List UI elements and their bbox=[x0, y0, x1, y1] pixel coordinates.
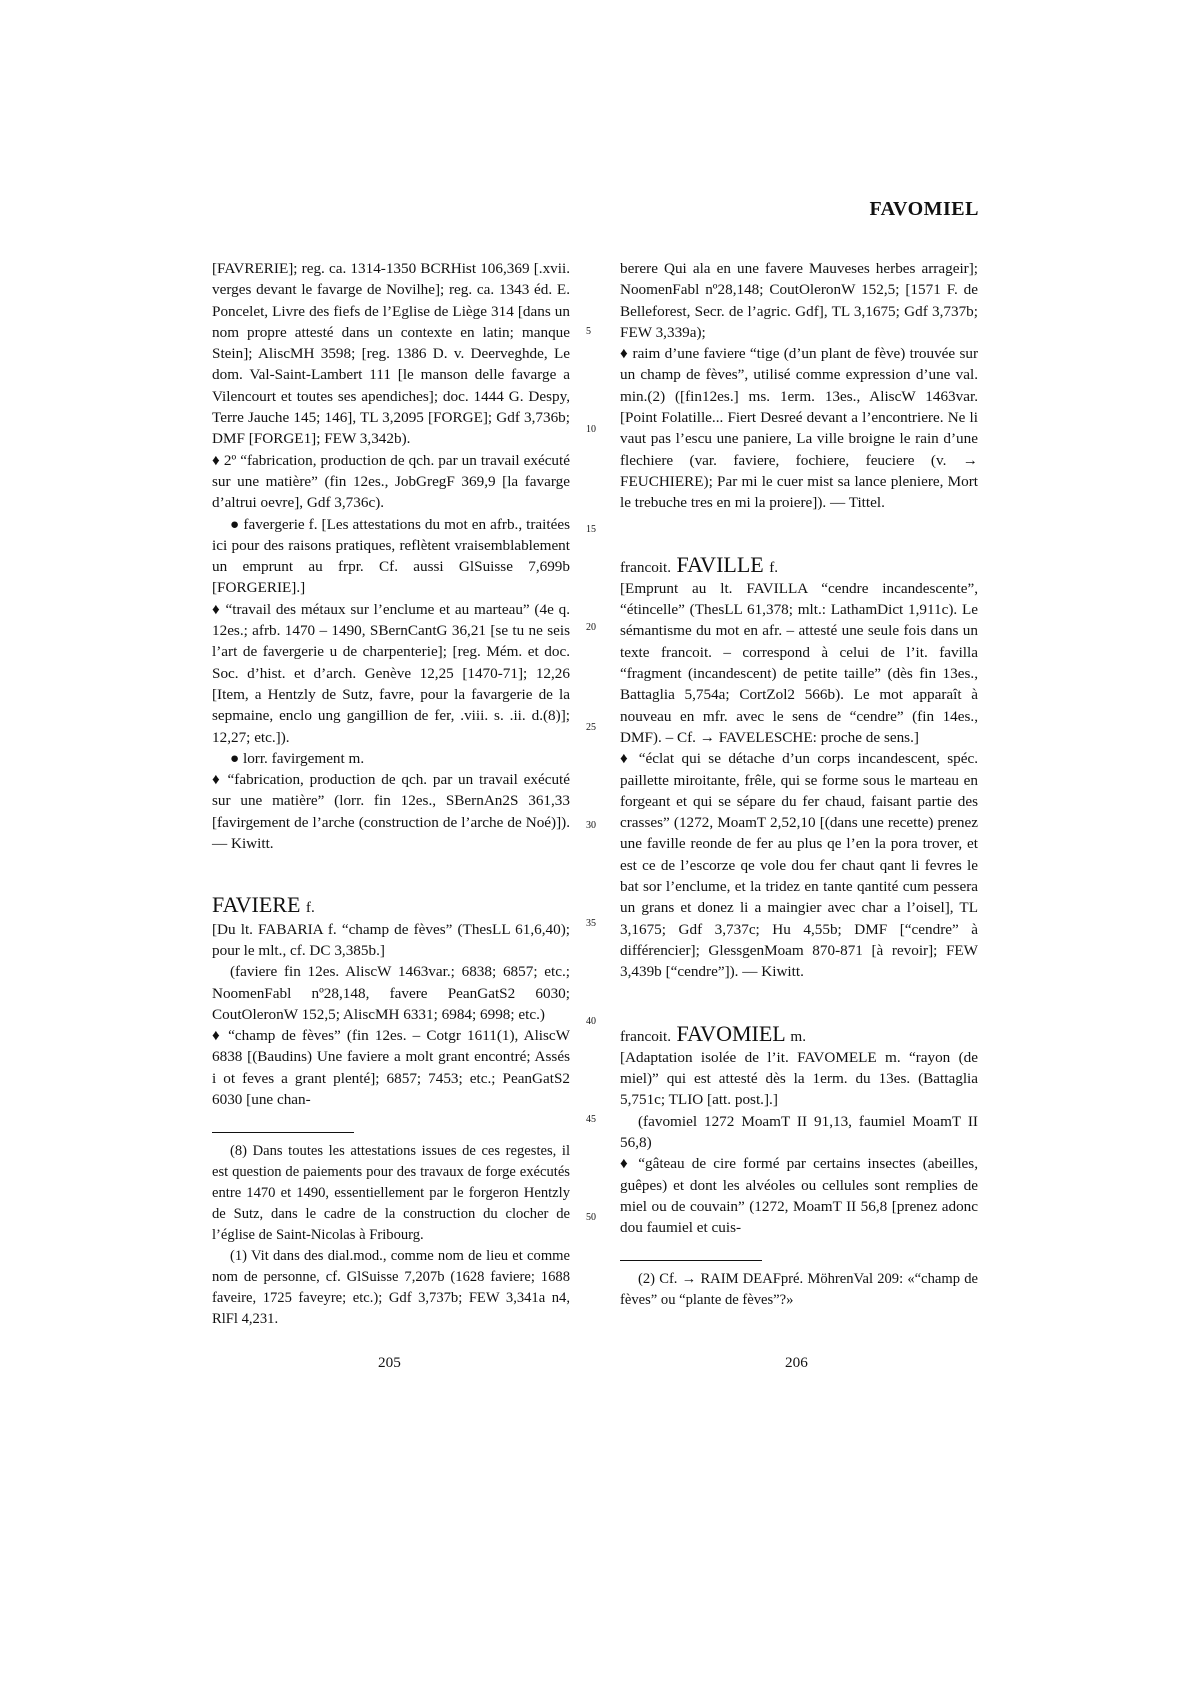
line-number: 25 bbox=[586, 722, 596, 733]
paragraph: ♦ raim d’une faviere “tige (d’un plant de fève) trouvée sur un champ de fèves”, utilisé comme expression d’une val. min.(2) ([fin12es.] ms. 1erm. 13es., AliscW 1463var. [Point Folatille... Fiert Desreé devant a l’encontriere. Ne li vaut pas l’escu une paniere, La ville broigne le rain d’une flechiere (var. faviere, fochiere, feuciere (v. → FEUCHIERE); Par mi le cuer mist sa lance pleniere, Mort le trebuche tres en mi la proiere]). — Tittel. bbox=[620, 345, 978, 512]
paragraph: (favomiel 1272 MoamT II 91,13, faumiel MoamT II 56,8) bbox=[620, 1112, 978, 1151]
line-number: 40 bbox=[586, 1016, 596, 1027]
paragraph: ● lorr. favirgement m. bbox=[230, 749, 365, 767]
headword: FAVIERE bbox=[212, 892, 301, 918]
line-number: 15 bbox=[586, 524, 596, 535]
line-number: 50 bbox=[586, 1212, 596, 1223]
line-number: 5 bbox=[586, 326, 591, 337]
paragraph: ♦ “travail des métaux sur l’enclume et au marteau” (4e q. 12es.; afrb. 1470 – 1490, SBernCantG 36,21 [se tu ne seis l’art de favergerie u de charpenterie]; [reg. Mém. et doc. Soc. d’hist. et d’arch. Genève 12,25 [1470-71]; 12,26 [Item, a Hentzly de Sutz, favre, pour la favargerie de la sepmaine, enclo ung gangillion de fer, .viii. s. .ii. d.(8)]; 12,27; etc.]). bbox=[212, 600, 570, 746]
paragraph: ♦ “fabrication, production de qch. par un travail exécuté sur une matière” (lorr. fin 12es., SBernAn2S 361,33 [favirgement de l’arche (construction de l’arche de Noé)]). — Kiwitt. bbox=[212, 771, 570, 853]
headword: FAVILLE bbox=[676, 551, 764, 577]
paragraph: ♦ 2º “fabrication, production de qch. par un travail exécuté sur une matière” (fin 12es., JobGregF 369,9 [la favarge d’altrui oevre], Gdf 3,736c). bbox=[212, 451, 570, 512]
page-number-left: 205 bbox=[378, 1354, 401, 1372]
paragraph: [Du lt. FABARIA f. “champ de fèves” (ThesLL 61,6,40); pour le mlt., cf. DC 3,385b.] bbox=[212, 920, 570, 959]
paragraph: [FAVRERIE]; reg. ca. 1314-1350 BCRHist 106,369 [.xvii. verges devant le favarge de Novilhe]; reg. ca. 1343 éd. E. Poncelet, Livre des fiefs de l’Eglise de Liège 314 [dans un nom propre attesté dans un contexte en latin; manque Stein]; AliscMH 3598; [reg. 1386 D. v. Deerveghde, Le dom. Val-Saint-Lambert 111 [le manson delle favarge a Vilencourt et toutes ses apendiches]; doc. 1444 G. Despy, Terre Jauche 145; 146], TL 3,2095 [FORGE]; Gdf 3,736b; DMF [FORGE1]; FEW 3,342b). bbox=[212, 260, 570, 448]
paragraph: ♦ “éclat qui se détache d’un corps incandescent, spéc. paillette miroitante, frêle, qui se forme sous le marteau en forgeant et qui se sépare du fer chaud, faisant partie des crasses” (1272, MoamT 2,52,10 [(dans une recette) prenez une faville reonde de fer au plus qe l’en la pora trover, et est ce de l’escorze qe vole dou fer chaut qant li fevres le bat sor l’enclume, et la tridez en tante qantité cum pessera un grans et donez li a maingier avec char a l’oisel], TL 3,1675; Gdf 3,737c; Hu 4,55b; DMF [“cendre” à différencier]; GlessgenMoam 870-871 [à revoir]; FEW 3,439b [“cendre”]). — Kiwitt. bbox=[620, 750, 978, 981]
paragraph: ♦ “champ de fèves” (fin 12es. – Cotgr 1611(1), AliscW 6838 [(Baudins) Une faviere a molt grant encontré; Assés i ot feves a grant plenté]; 6857; 7453; etc.; PeanGatS2 6030 [une chan- bbox=[212, 1027, 570, 1108]
left-column bbox=[212, 258, 570, 1330]
footnote-rule bbox=[620, 1260, 762, 1261]
line-number: 45 bbox=[586, 1114, 596, 1125]
footnote: (1) Vit dans des dial.mod., comme nom de lieu et comme nom de personne, cf. GlSuisse 7,207b (1628 faviere; 1688 faveire, 1725 faveyre; etc.); Gdf 3,737b; FEW 3,341a n4, RlFl 4,231. bbox=[212, 1248, 570, 1328]
paragraph: [Adaptation isolée de l’it. FAVOMELE m. “rayon (de miel)” qui est attesté dès la 1erm. du 13es. (Battaglia 5,751c; TLIO [att. post.].] bbox=[620, 1048, 978, 1109]
line-number: 20 bbox=[586, 622, 596, 633]
gender: f. bbox=[769, 558, 779, 576]
paragraph: (faviere fin 12es. AliscW 1463var.; 6838; 6857; etc.; NoomenFabl nº28,148, favere PeanGatS2 6030; CoutOleronW 152,5; AliscMH 6331; 6984; 6998; etc.) bbox=[212, 963, 570, 1023]
entry-heading-favomiel bbox=[620, 1020, 978, 1047]
entry-prefix: francoit. bbox=[620, 558, 672, 576]
entry-heading-faville bbox=[620, 551, 978, 578]
footnote-rule bbox=[212, 1132, 354, 1133]
entry-heading-faviere bbox=[212, 894, 570, 918]
footnote: (8) Dans toutes les attestations issues de ces regestes, il est question de paiements pour des travaux de forge exécutés entre 1470 et 1490, essentiellement par le forgeron Hentzly de Sutz, dans le cadre de la construction du clocher de l’église de Saint-Nicolas à Fribourg. bbox=[212, 1143, 570, 1244]
right-column bbox=[620, 258, 978, 1311]
paragraph: [Emprunt au lt. FAVILLA “cendre incandescente”, “étincelle” (ThesLL 61,378; mlt.: LathamDict 1,911c). Le sémantisme du mot en afr. – attesté une seule fois dans un texte francoit. – correspond à celui de l’it. favilla “fragment (incandescent) de petite taille” (dès fin 13es., Battaglia 5,754a; CortZol2 566b). Le mot apparaît à nouveau en mfr. avec le sens de “cendre” (fin 14es., DMF). – Cf. → FAVELESCHE: proche de sens.] bbox=[620, 579, 978, 746]
running-header: FAVOMIEL bbox=[869, 198, 979, 220]
page-number-right: 206 bbox=[785, 1354, 808, 1372]
headword: FAVOMIEL bbox=[676, 1020, 785, 1046]
paragraph: ♦ “gâteau de cire formé par certains insectes (abeilles, guêpes) et dont les alvéoles ou cellules sont remplies de miel ou de couvain” (1272, MoamT II 56,8 [prenez adonc dou faumiel et cuis- bbox=[620, 1155, 978, 1237]
line-number: 35 bbox=[586, 918, 596, 929]
line-number: 30 bbox=[586, 820, 596, 831]
line-number: 10 bbox=[586, 424, 596, 435]
gender: m. bbox=[790, 1027, 807, 1045]
paragraph: ● favergerie f. [Les attestations du mot en afrb., traitées ici pour des raisons pratiques, reflètent vraisemblablement un emprunt au frpr. Cf. aussi GlSuisse 7,699b [FORGERIE].] bbox=[212, 515, 570, 597]
footnote: (2) Cf. → RAIM DEAFpré. MöhrenVal 209: «“champ de fèves” ou “plante de fèves”?» bbox=[620, 1271, 978, 1309]
entry-prefix: francoit. bbox=[620, 1027, 672, 1045]
paragraph: berere Qui ala en une favere Mauveses herbes arrageir]; NoomenFabl nº28,148; CoutOleronW 152,5; [1571 F. de Belleforest, Secr. de l’agric. Gdf], TL 3,1675; Gdf 3,737b; FEW 3,339a); bbox=[620, 260, 978, 341]
gender: f. bbox=[305, 899, 315, 917]
